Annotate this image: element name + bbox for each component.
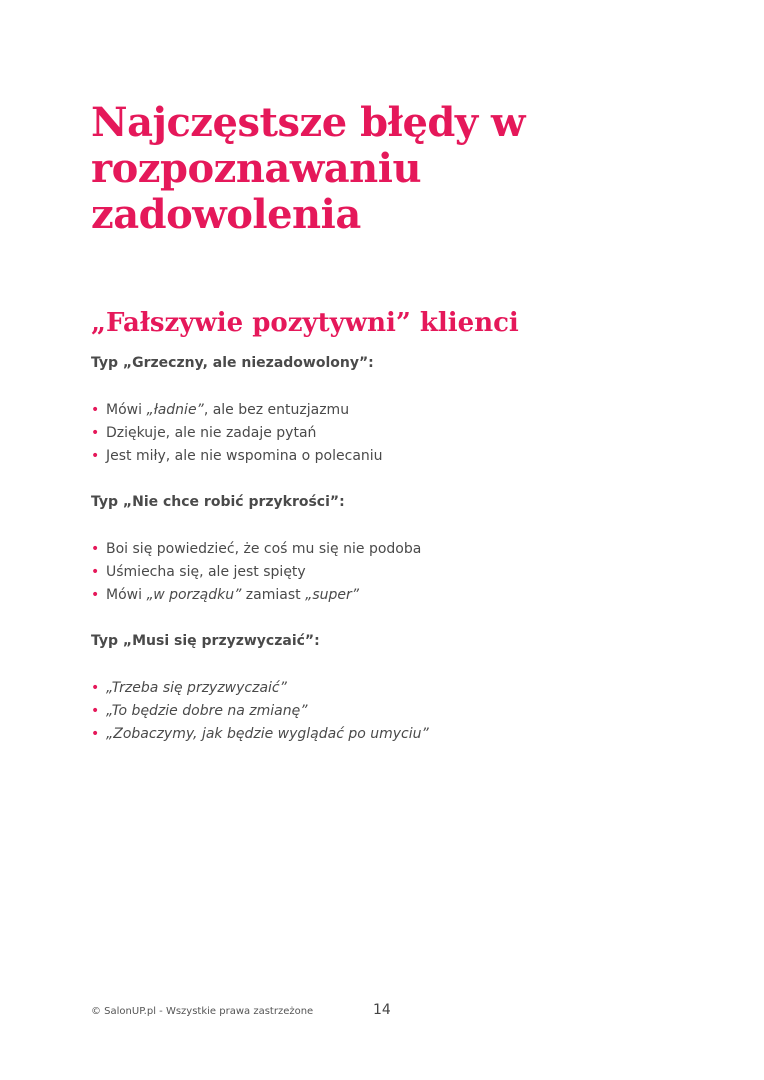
bullet-list	[91, 538, 691, 607]
title-line-2: rozpoznawaniu	[91, 145, 422, 192]
type-heading: Typ „Nie chce robić przykrości”:	[91, 494, 345, 510]
list-item: • Boi się powiedzieć, że coś mu się nie podoba	[91, 538, 691, 561]
list-item: • Jest miły, ale nie wspomina o polecaniu	[91, 445, 691, 468]
footer-copyright: © SalonUP.pl - Wszystkie prawa zastrzeżone	[91, 1006, 314, 1017]
bullet-icon: •	[91, 402, 100, 418]
bullet-icon: •	[91, 541, 100, 557]
list-item: • Dziękuje, ale nie zadaje pytań	[91, 422, 691, 445]
type-group-2	[91, 492, 691, 607]
bullet-icon: •	[91, 726, 100, 742]
list-item: • Mówi „ładnie”, ale bez entuzjazmu	[91, 399, 691, 422]
bullet-icon: •	[91, 703, 100, 719]
title-line-3: zadowolenia	[91, 191, 361, 238]
list-item: • Uśmiecha się, ale jest spięty	[91, 561, 691, 584]
bullet-icon: •	[91, 564, 100, 580]
bullet-icon: •	[91, 587, 100, 603]
type-heading: Typ „Musi się przyzwyczaić”:	[91, 633, 320, 649]
title-line-1: Najczęstsze błędy w	[91, 99, 525, 146]
bullet-list	[91, 677, 691, 746]
type-group-3	[91, 631, 691, 746]
page-number: 14	[373, 1002, 391, 1018]
bullet-icon: •	[91, 680, 100, 696]
list-item: • „Trzeba się przyzwyczaić”	[91, 677, 691, 700]
list-item: • Mówi „w porządku” zamiast „super”	[91, 584, 691, 607]
section-heading: „Fałszywie pozytywni” klienci	[91, 308, 519, 338]
bullet-list	[91, 399, 691, 468]
type-heading: Typ „Grzeczny, ale niezadowolony”:	[91, 355, 374, 371]
bullet-icon: •	[91, 425, 100, 441]
list-item: • „Zobaczymy, jak będzie wyglądać po umyciu”	[91, 723, 691, 746]
type-group-1	[91, 353, 691, 468]
page-title	[91, 100, 525, 238]
list-item: • „To będzie dobre na zmianę”	[91, 700, 691, 723]
bullet-icon: •	[91, 448, 100, 464]
